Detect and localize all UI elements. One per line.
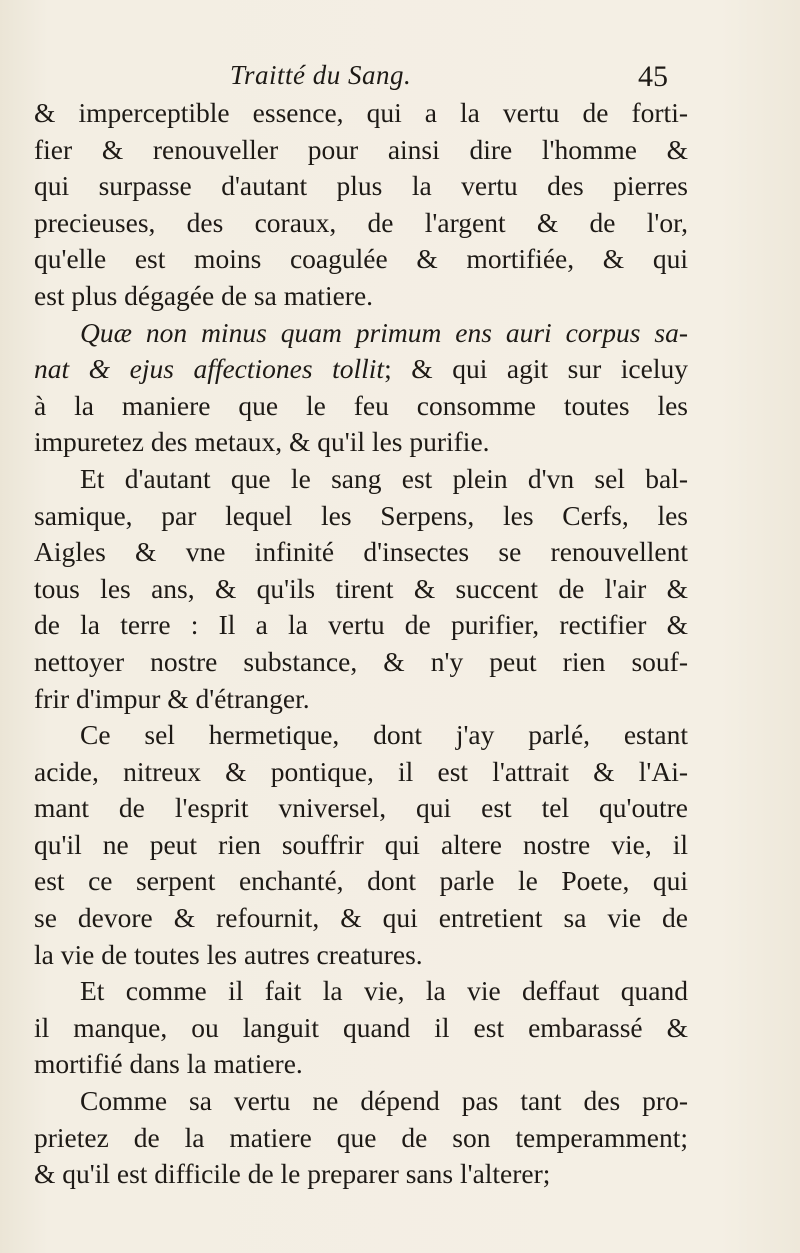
text-line: frir d'impur & d'étranger. (34, 682, 310, 714)
latin-quote-fragment: nat & ejus affectiones tollit (34, 353, 385, 385)
running-head (0, 56, 800, 96)
text-line: mortifié dans la matiere. (34, 1048, 303, 1080)
text-line: la vie de toutes les autres creatures. (34, 938, 423, 970)
text-line: qui surpasse d'autant plus la vertu des pierres (34, 170, 688, 202)
text-fragment: ; & qui agit sur iceluy (384, 353, 688, 385)
text-line: est plus dégagée de sa matiere. (34, 279, 374, 311)
body-text (34, 95, 688, 1193)
paragraph-start-line: Comme sa vertu ne dépend pas tant des pro- (80, 1085, 688, 1117)
mixed-line (34, 351, 688, 388)
text-line: mant de l'esprit vniversel, qui est tel qu'outre (34, 792, 688, 824)
text-line: Aigles & vne infinité d'insectes se renouvellent (34, 536, 688, 568)
text-line: tous les ans, & qu'ils tirent & succent de l'air & (34, 572, 688, 604)
text-line: nettoyer nostre substance, & n'y peut rien souf- (34, 645, 688, 677)
text-line: se devore & refournit, & qui entretient sa vie de (34, 902, 688, 934)
paragraph-start-line: Et d'autant que le sang est plein d'vn sel bal- (80, 462, 688, 494)
text-line: impuretez des metaux, & qu'il les purifie. (34, 426, 490, 458)
text-line: samique, par lequel les Serpens, les Cerfs, les (34, 499, 688, 531)
text-line: qu'elle est moins coagulée & mortifiée, & qui (34, 243, 688, 275)
running-title: Traitté du Sang. (230, 60, 412, 90)
text-line: precieuses, des coraux, de l'argent & de l'or, (34, 206, 688, 238)
page-number: 45 (638, 60, 668, 93)
text-line: & imperceptible essence, qui a la vertu de forti- (34, 97, 688, 128)
paragraph-start-line: Ce sel hermetique, dont j'ay parlé, estant (80, 719, 688, 751)
text-line: de la terre : Il a la vertu de purifier, rectifier & (34, 609, 688, 641)
text-line: fier & renouveller pour ainsi dire l'homme & (34, 133, 688, 165)
text-line: & qu'il est difficile de le preparer sans l'alterer; (34, 1158, 551, 1190)
latin-quote-line: Quæ non minus quam primum ens auri corpus sa- (80, 316, 688, 348)
text-line: acide, nitreux & pontique, il est l'attrait & l'Ai- (34, 755, 688, 787)
text-line: prietez de la matiere que de son temperamment; (34, 1121, 688, 1153)
text-line: qu'il ne peut rien souffrir qui altere nostre vie, il (34, 828, 688, 860)
text-line: à la maniere que le feu consomme toutes les (34, 389, 688, 421)
paragraph-start-line: Et comme il fait la vie, la vie deffaut quand (80, 975, 688, 1007)
text-line: est ce serpent enchanté, dont parle le Poete, qui (34, 865, 688, 897)
text-line: il manque, ou languit quand il est embarassé & (34, 1011, 688, 1043)
